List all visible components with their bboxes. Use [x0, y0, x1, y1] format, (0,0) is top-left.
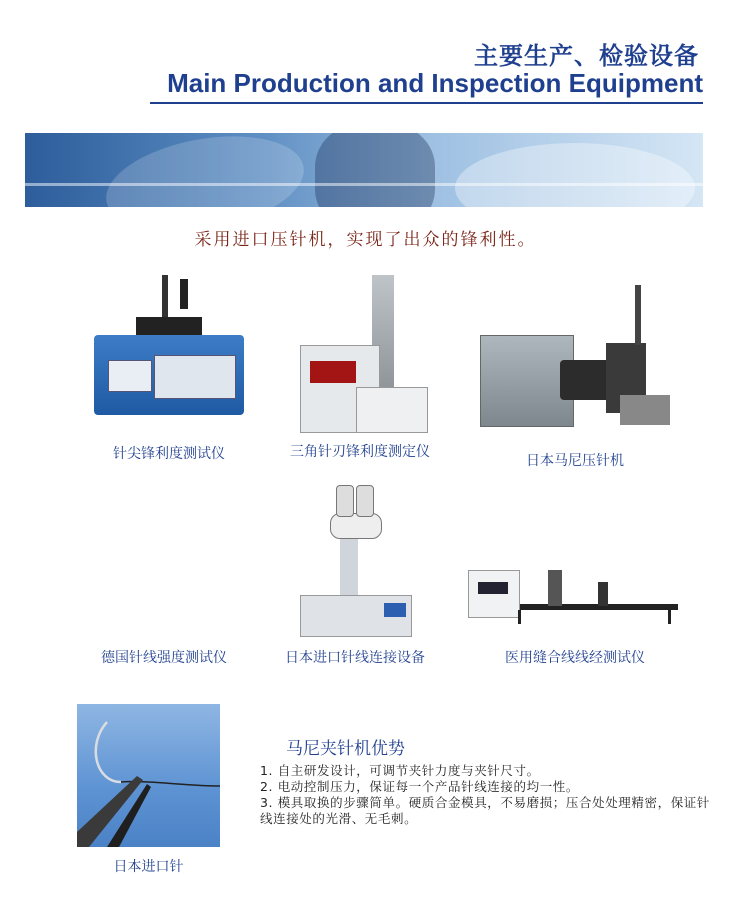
advantage-item: 1. 自主研发设计，可调节夹针力度与夹针尺寸。 [260, 763, 540, 778]
slogan: 采用进口压针机，实现了出众的锋利性。 [194, 230, 537, 250]
title-underline [150, 102, 703, 104]
product-caption: 日本马尼压针机 [526, 453, 624, 469]
product-caption: 三角针刃锋利度测定仪 [290, 444, 430, 460]
product-caption: 针尖锋利度测试仪 [113, 446, 225, 462]
advantage-item: 2. 电动控制压力，保证每一个产品针线连接的均一性。 [260, 779, 580, 794]
advantages-list [260, 763, 710, 827]
advantage-item: 3. 模具取换的步骤简单。硬质合金模具，不易磨损；压合处处理精密，保证针线连接处的光滑、无毛刺。 [260, 795, 711, 826]
header-banner-image [25, 133, 703, 207]
product-caption: 医用缝合线线经测试仪 [505, 650, 645, 666]
product-image [468, 560, 683, 635]
product-image [480, 285, 670, 440]
title-chinese: 主要生产、检验设备 [474, 42, 699, 70]
advantages-title: 马尼夹针机优势 [286, 739, 405, 759]
product-caption: 德国针线强度测试仪 [101, 650, 227, 666]
product-image [290, 275, 430, 445]
product-triangle-edge-tester [280, 275, 440, 461]
title-english: Main Production and Inspection Equipment [167, 68, 703, 98]
product-tip-sharpness-tester [84, 275, 254, 463]
product-suture-diameter-tester [465, 560, 685, 667]
product-image [280, 485, 430, 643]
product-german-strength-tester [84, 485, 244, 667]
product-caption: 日本进口针线连接设备 [285, 650, 425, 666]
imported-needle-photo [77, 704, 220, 847]
product-image [94, 275, 244, 445]
needle-caption: 日本进口针 [113, 859, 184, 875]
product-mani-press-machine [480, 285, 670, 470]
product-needle-thread-connector [275, 485, 435, 667]
product-image [89, 485, 239, 643]
